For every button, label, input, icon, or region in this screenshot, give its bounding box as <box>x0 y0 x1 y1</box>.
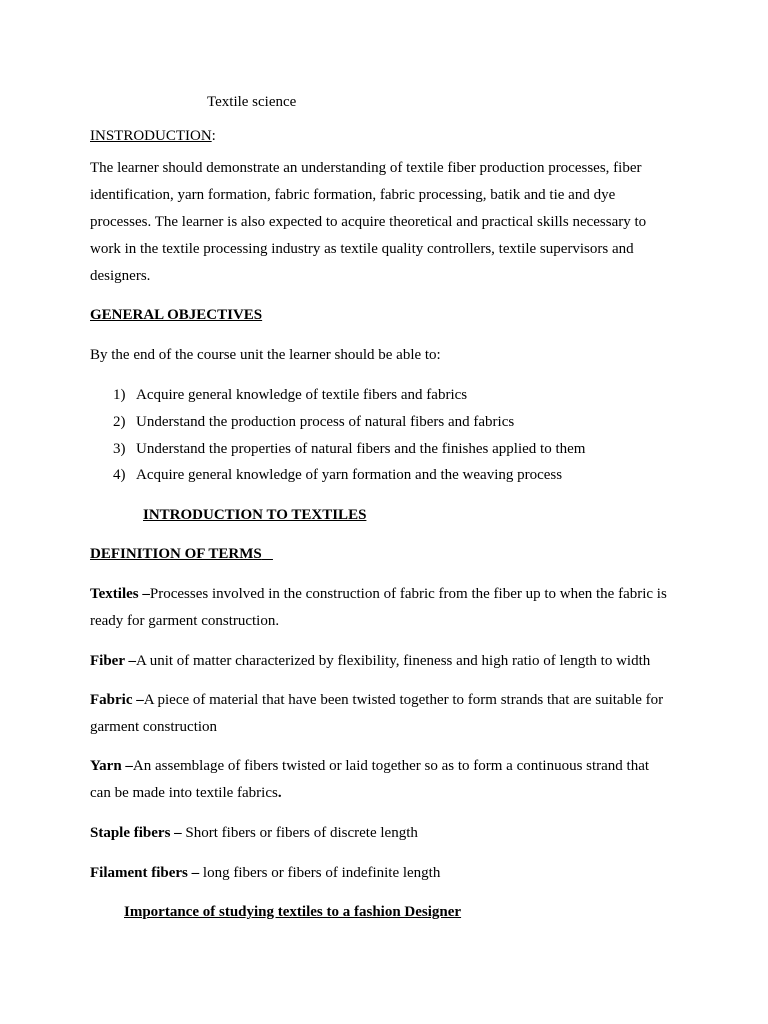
list-item-number: 4) <box>113 467 126 483</box>
term-label: Fiber – <box>90 653 136 669</box>
intro-line: designers. <box>90 268 151 284</box>
intro-line: work in the textile processing industry as textile quality controllers, textile supervisors and <box>90 241 634 257</box>
term-definition-line: Short fibers or fibers of discrete length <box>181 825 418 841</box>
intro-line: identification, yarn formation, fabric formation, fabric processing, batik and tie and dye <box>90 187 616 203</box>
intro-paragraph <box>90 155 680 290</box>
document-title: Textile science <box>207 94 297 110</box>
term-label: Textiles – <box>90 586 150 602</box>
intro-heading: INSTRODUCTION <box>90 128 212 144</box>
list-item-text: Acquire general knowledge of yarn formation and the weaving process <box>136 467 563 483</box>
term-fiber <box>90 651 650 671</box>
list-item-number: 2) <box>113 414 126 430</box>
term-definition-line: garment construction <box>90 719 218 735</box>
intro-line: processes. The learner is also expected to acquire theoretical and practical skills necessary to <box>90 214 647 230</box>
term-definition-line: Processes involved in the construction of fabric from the fiber up to when the fabric is <box>149 586 667 602</box>
textiles-heading: INTRODUCTION TO TEXTILES <box>143 507 367 523</box>
term-definition-line: An assemblage of fibers twisted or laid together so as to form a continuous strand that <box>132 758 650 774</box>
list-item-number: 1) <box>113 387 126 403</box>
term-definition-line: A unit of matter characterized by flexibility, fineness and high ratio of length to width <box>135 653 651 669</box>
term-textiles <box>90 581 680 635</box>
term-label: Staple fibers – <box>90 825 182 841</box>
objectives-heading: GENERAL OBJECTIVES <box>90 307 263 323</box>
term-trailing-period: . <box>277 785 282 801</box>
term-staple-fibers <box>90 823 418 843</box>
term-definition-line: can be made into textile fabrics <box>90 785 278 801</box>
term-definition-line: A piece of material that have been twisted together to form strands that are suitable for <box>143 692 664 708</box>
terms-heading-trailing-underline <box>262 546 273 562</box>
intro-heading-line <box>90 126 216 146</box>
importance-heading: Importance of studying textiles to a fashion Designer <box>124 904 462 920</box>
term-filament-fibers <box>90 863 440 883</box>
objectives-lead: By the end of the course unit the learner should be able to: <box>90 347 441 363</box>
term-label: Yarn – <box>90 758 133 774</box>
term-fabric <box>90 687 680 741</box>
term-definition-line: ready for garment construction. <box>90 613 280 629</box>
term-yarn <box>90 753 680 807</box>
list-item-text: Understand the properties of natural fibers and the finishes applied to them <box>136 441 586 457</box>
term-label: Fabric – <box>90 692 144 708</box>
term-definition-line: long fibers or fibers of indefinite length <box>199 865 441 881</box>
terms-heading-line <box>90 544 273 564</box>
list-item-text: Understand the production process of natural fibers and fabrics <box>136 414 515 430</box>
list-item-text: Acquire general knowledge of textile fibers and fabrics <box>136 387 468 403</box>
intro-line: The learner should demonstrate an understanding of textile fiber production processes, fiber <box>90 160 642 176</box>
terms-heading: DEFINITION OF TERMS <box>90 546 262 562</box>
term-label: Filament fibers – <box>90 865 200 881</box>
intro-heading-colon: : <box>211 128 216 144</box>
list-item-number: 3) <box>113 441 126 457</box>
